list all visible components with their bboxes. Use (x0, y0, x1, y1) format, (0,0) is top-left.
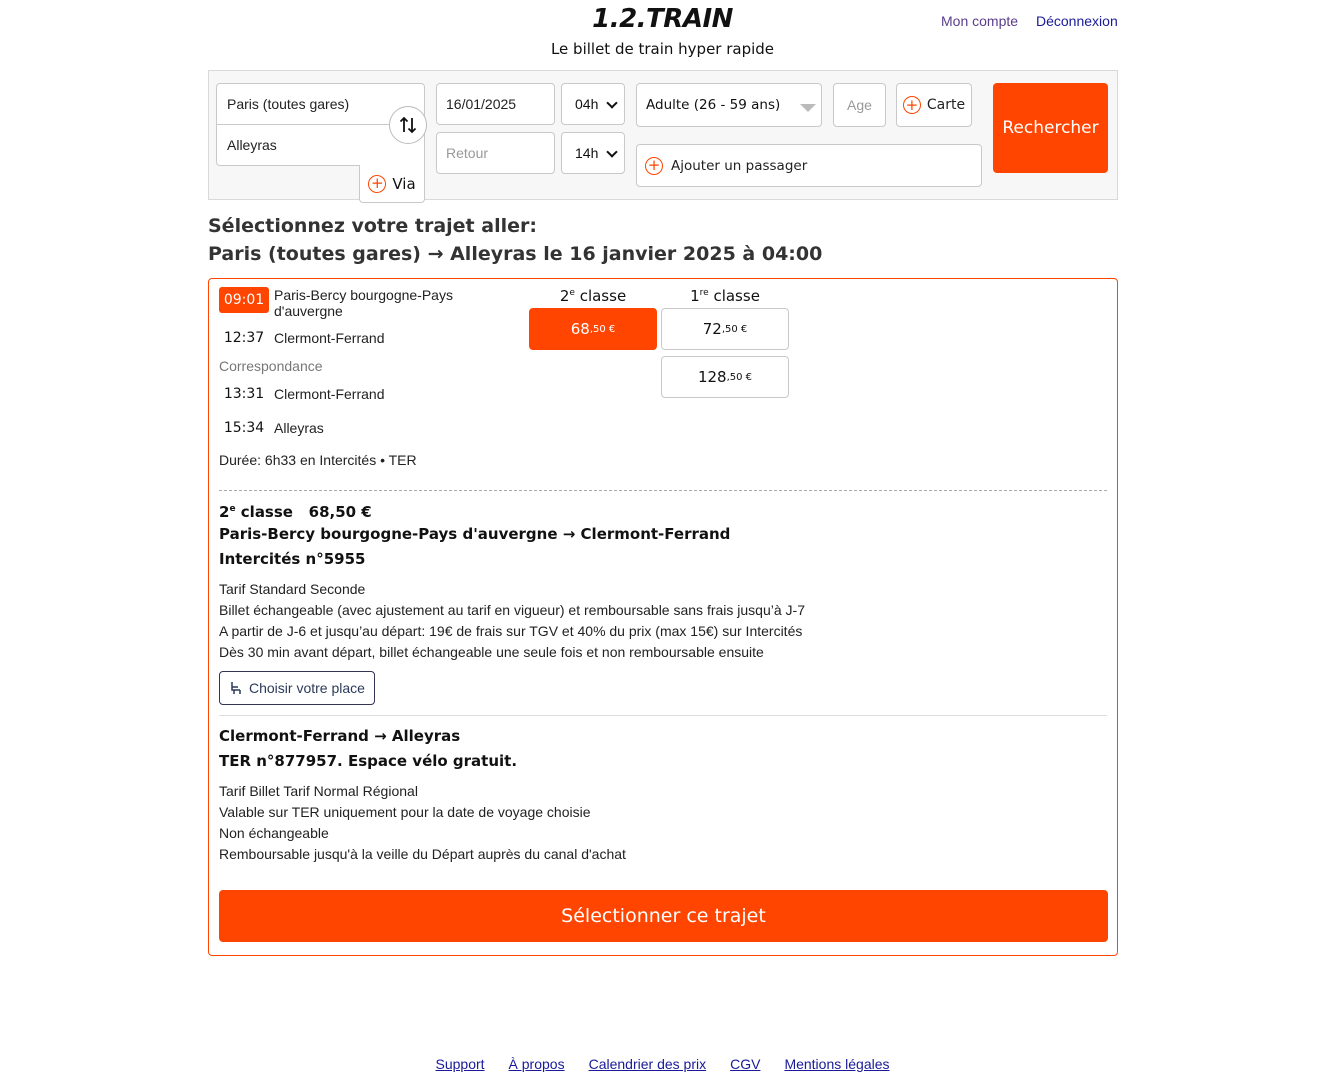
passenger-type-value: Adulte (26 - 59 ans) (646, 97, 781, 113)
select-journey-button[interactable]: Sélectionner ce trajet (219, 890, 1108, 942)
segment-train: Intercités n°5955 (219, 550, 366, 568)
stop-station: Clermont-Ferrand (274, 386, 385, 402)
destination-input[interactable]: Alleyras (216, 124, 425, 166)
selection-route: Paris (toutes gares) → Alleyras le 16 janvier 2025 à 04:00 (208, 243, 823, 265)
footer-link-about[interactable]: À propos (508, 1056, 565, 1072)
first-class-header: 1re classe (690, 287, 760, 305)
selection-heading (208, 212, 822, 268)
return-date-input[interactable]: Retour (436, 132, 555, 174)
fare-condition: Billet échangeable (avec ajustement au tarif en vigueur) et remboursable sans frais jusqu’à J-7 (219, 602, 805, 618)
connection-label: Correspondance (219, 358, 323, 374)
choose-seat-button[interactable] (219, 671, 375, 705)
stop-station: Clermont-Ferrand (274, 330, 385, 346)
fare-condition: Tarif Standard Seconde (219, 581, 366, 597)
departure-time-badge: 09:01 (219, 287, 269, 313)
passenger-type-select[interactable] (636, 83, 822, 127)
choose-seat-label: Choisir votre place (249, 680, 365, 696)
plus-circle-icon: + (368, 175, 386, 193)
segment-route: Clermont-Ferrand → Alleyras (219, 727, 461, 745)
first-class-price-button[interactable]: 72 ,50 € (661, 308, 789, 350)
stop-station: Alleyras (274, 420, 324, 436)
stop-row (219, 330, 484, 346)
selection-title: Sélectionnez votre trajet aller: (208, 215, 537, 237)
search-form (208, 70, 1118, 200)
footer-links (0, 1056, 1325, 1072)
stop-row (219, 287, 484, 319)
add-passenger-label: Ajouter un passager (671, 157, 808, 174)
return-hour-select[interactable] (561, 132, 625, 174)
journey-card (208, 278, 1118, 956)
fare-condition: Remboursable jusqu'à la veille du Départ auprès du canal d'achat (219, 846, 626, 862)
stop-time: 13:31 (223, 386, 265, 402)
plus-circle-icon: + (645, 157, 663, 175)
first-class-alt-price-button[interactable]: 128 ,50 € (661, 356, 789, 398)
departure-hour-value: 04h (575, 96, 599, 112)
footer-link-legal[interactable]: Mentions légales (784, 1056, 890, 1072)
swap-arrows-icon (398, 115, 418, 135)
stop-time: 12:37 (223, 330, 265, 346)
fare-condition: Tarif Billet Tarif Normal Régional (219, 783, 418, 799)
dropdown-triangle-icon (800, 104, 816, 112)
departure-date-input[interactable]: 16/01/2025 (436, 83, 555, 125)
site-tagline: Le billet de train hyper rapide (550, 40, 775, 58)
stop-time: 15:34 (223, 420, 265, 436)
via-label: Via (392, 174, 416, 193)
fare-condition: Valable sur TER uniquement pour la date de voyage choisie (219, 804, 591, 820)
segment-train: TER n°877957. Espace vélo gratuit. (219, 752, 518, 770)
seat-icon (229, 681, 243, 695)
second-class-price-button[interactable]: 68 ,50 € (529, 308, 657, 350)
footer-link-support[interactable]: Support (435, 1056, 485, 1072)
fare-condition: Dès 30 min avant départ, billet échangeable une seule fois et non remboursable ensuite (219, 644, 764, 660)
chevron-down-icon (606, 146, 617, 157)
swap-stations-button[interactable] (389, 106, 427, 144)
plus-circle-icon: + (903, 96, 921, 114)
search-button[interactable]: Rechercher (993, 83, 1108, 173)
footer-link-cgv[interactable]: CGV (730, 1056, 761, 1072)
site-logo[interactable]: 1.2.TRAIN (592, 4, 733, 34)
fare-condition: A partir de J-6 et jusqu’au départ: 19€ de frais sur TGV et 40% du prix (max 15€) sur Intercités (219, 623, 803, 639)
stop-row (219, 420, 484, 436)
card-label: Carte (926, 97, 966, 113)
add-passenger-button[interactable] (636, 144, 982, 187)
add-card-button[interactable] (896, 83, 972, 127)
add-via-button[interactable] (359, 165, 425, 203)
stop-station: Paris-Bercy bourgogne-Pays d'auvergne (274, 287, 453, 319)
origin-input[interactable]: Paris (toutes gares) (216, 83, 425, 125)
departure-hour-select[interactable] (561, 83, 625, 125)
stop-row (219, 386, 484, 402)
segment-class-price: 2e classe 68,50 € (219, 503, 372, 521)
journey-duration: Durée: 6h33 en Intercités • TER (219, 452, 417, 468)
divider (219, 490, 1107, 491)
second-class-header: 2e classe (559, 287, 627, 305)
footer-link-price-calendar[interactable]: Calendrier des prix (588, 1056, 707, 1072)
logout-link[interactable]: Déconnexion (1036, 13, 1118, 29)
segment-route: Paris-Bercy bourgogne-Pays d'auvergne → Clermont-Ferrand (219, 525, 731, 543)
age-input[interactable]: Age (833, 83, 886, 127)
my-account-link[interactable]: Mon compte (941, 13, 1019, 29)
return-hour-value: 14h (575, 145, 599, 161)
divider (219, 715, 1107, 716)
chevron-down-icon (606, 97, 617, 108)
fare-condition: Non échangeable (219, 825, 329, 841)
